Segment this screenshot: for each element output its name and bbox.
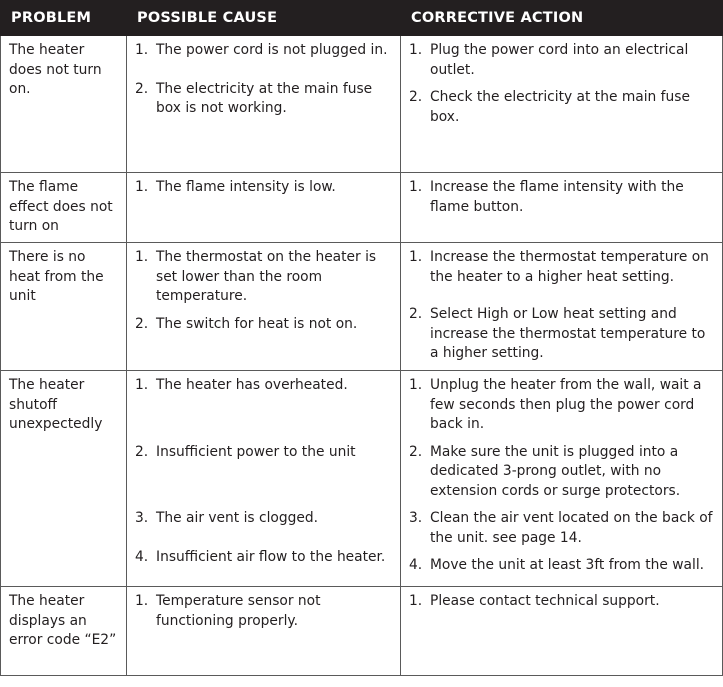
list-item: 2. Insufficient power to the unit xyxy=(135,443,394,463)
cause-text: The power cord is not plugged in. xyxy=(156,42,388,58)
action-text: Please contact technical support. xyxy=(430,593,660,609)
list-item: 1. The thermostat on the heater is set lower than the room temperature. xyxy=(135,248,394,307)
cause-text: The air vent is clogged. xyxy=(156,510,318,526)
cause-cell xyxy=(127,173,401,243)
action-cell xyxy=(401,36,723,173)
cause-cell xyxy=(127,36,401,173)
cause-text: The switch for heat is not on. xyxy=(156,315,358,332)
problem-cell: The heater displays an error code “E2” xyxy=(1,587,127,676)
possible-cause-header: POSSIBLE CAUSE xyxy=(127,1,401,36)
cause-text: Insufficient power to the unit xyxy=(156,443,356,460)
action-text: Clean the air vent located on the back of the unit. see page 14. xyxy=(430,510,713,546)
list-item: 3. Clean the air vent located on the back of the unit. see page 14. xyxy=(409,509,716,548)
action-cell xyxy=(401,173,723,243)
table-row xyxy=(1,243,723,371)
action-text: Select High or Low heat setting and increase the thermostat temperature to a higher setting. xyxy=(430,306,706,361)
list-item: 2. Check the electricity at the main fuse box. xyxy=(409,88,716,127)
action-text: Plug the power cord into an electrical outlet. xyxy=(430,42,689,78)
header-row xyxy=(1,1,723,36)
cause-text: The flame intensity is low. xyxy=(156,179,336,195)
table-row xyxy=(1,371,723,587)
action-text: Move the unit at least 3ft from the wall. xyxy=(430,557,705,573)
list-item: 1. Increase the thermostat temperature on the heater to a higher heat setting. xyxy=(409,248,716,287)
list-item: 1. The heater has overheated. xyxy=(135,376,394,396)
action-cell xyxy=(401,587,723,676)
list-item: 1. The flame intensity is low. xyxy=(135,178,394,198)
table-row xyxy=(1,587,723,676)
list-item: 4. Insufficient air flow to the heater. xyxy=(135,548,394,568)
problem-cell: The heater shutoff unexpectedly xyxy=(1,371,127,587)
action-text: Check the electricity at the main fuse box. xyxy=(430,89,690,125)
cause-cell xyxy=(127,243,401,371)
cause-text: The electricity at the main fuse box is not working. xyxy=(156,80,373,116)
cause-text: Temperature sensor not functioning properly. xyxy=(156,593,321,629)
list-item: 2. The electricity at the main fuse box is not working. xyxy=(135,80,394,119)
table-row xyxy=(1,36,723,173)
problem-cell: The heater does not turn on. xyxy=(1,36,127,173)
list-item: 1. Temperature sensor not functioning properly. xyxy=(135,592,394,631)
cause-text: The heater has overheated. xyxy=(156,377,348,393)
list-item: 2. Select High or Low heat setting and increase the thermostat temperature to a higher setting. xyxy=(409,305,716,364)
action-cell xyxy=(401,371,723,587)
list-item: 3. The air vent is clogged. xyxy=(135,509,394,529)
list-item: 1. Plug the power cord into an electrical outlet. xyxy=(409,41,716,80)
problem-cell: There is no heat from the unit xyxy=(1,243,127,371)
list-item: 1. Unplug the heater from the wall, wait a few seconds then plug the power cord back in. xyxy=(409,376,716,435)
action-text: Increase the flame intensity with the flame button. xyxy=(430,179,684,215)
cause-text: Insufficient air flow to the heater. xyxy=(156,548,386,565)
problem-cell: The flame effect does not turn on xyxy=(1,173,127,243)
cause-cell xyxy=(127,587,401,676)
action-cell xyxy=(401,243,723,371)
action-text: Unplug the heater from the wall, wait a few seconds then plug the power cord back in. xyxy=(430,377,702,432)
list-item: 2. The switch for heat is not on. xyxy=(135,315,394,335)
list-item: 2. Make sure the unit is plugged into a dedicated 3-prong outlet, with no extension cords or surge protectors. xyxy=(409,443,716,502)
problem-header: PROBLEM xyxy=(1,1,127,36)
list-item: 1. Increase the flame intensity with the flame button. xyxy=(409,178,716,217)
corrective-action-header: CORRECTIVE ACTION xyxy=(401,1,723,36)
cause-text: The thermostat on the heater is set lower than the room temperature. xyxy=(156,249,377,304)
list-item: 1. The power cord is not plugged in. xyxy=(135,41,394,61)
list-item: 1. Please contact technical support. xyxy=(409,592,716,612)
cause-cell xyxy=(127,371,401,587)
action-text: Make sure the unit is plugged into a dedicated 3-prong outlet, with no extension cords or surge protectors. xyxy=(430,443,681,499)
action-text: Increase the thermostat temperature on the heater to a higher heat setting. xyxy=(430,249,709,285)
list-item: 4. Move the unit at least 3ft from the wall. xyxy=(409,556,716,576)
table-row xyxy=(1,173,723,243)
